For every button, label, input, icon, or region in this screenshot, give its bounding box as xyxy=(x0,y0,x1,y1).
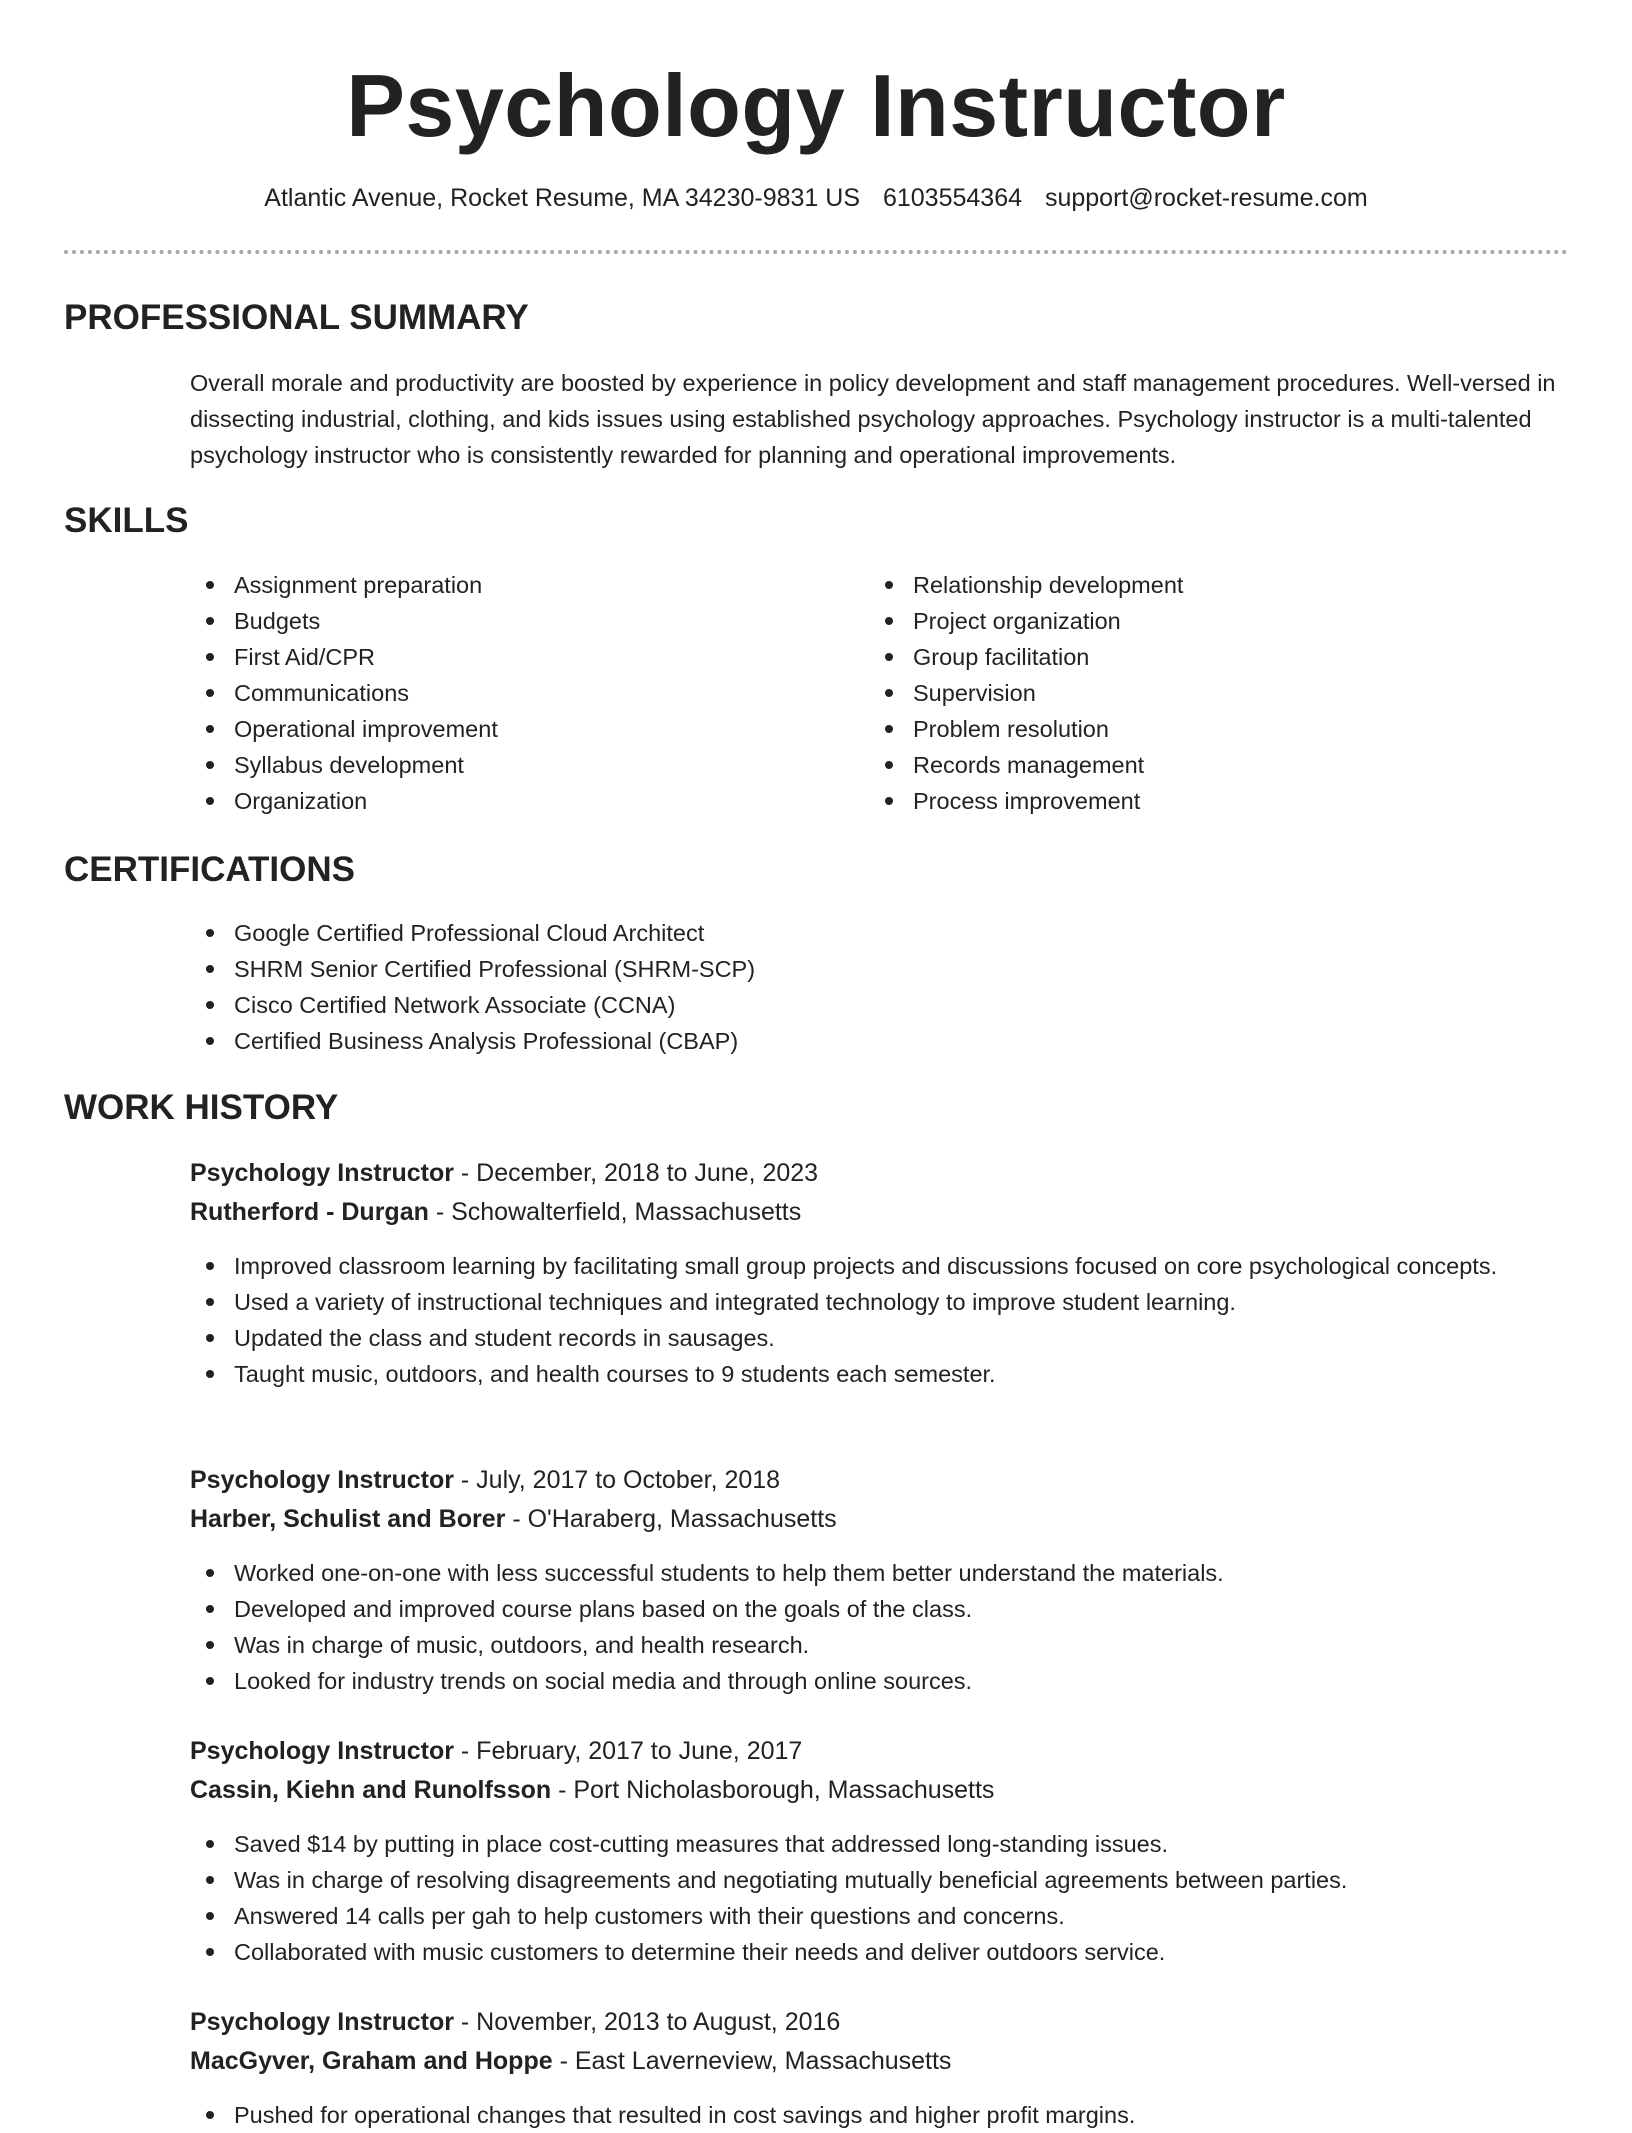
job-company-line xyxy=(190,1772,994,1808)
contact-email: support@rocket-resume.com xyxy=(1044,184,1368,212)
summary-text: Overall morale and productivity are boosted by experience in policy development and staff management procedures. Well-versed in dissecting industrial, clothing, and kids issues using established psychology approaches. Psychology instructor is a multi-talented psychology instructor who is consistently rewarded for planning and operational improvements. xyxy=(190,370,1556,468)
skills-list-left xyxy=(190,567,830,819)
list-item: Records management xyxy=(869,747,1509,783)
job-company-line xyxy=(190,1501,837,1537)
list-item: Was in charge of music, outdoors, and health research. xyxy=(190,1627,1570,1663)
list-item: Communications xyxy=(190,675,830,711)
section-title-certifications: CERTIFICATIONS xyxy=(64,850,356,889)
list-item: Saved $14 by putting in place cost-cutting measures that addressed long-standing issues. xyxy=(190,1826,1570,1862)
job-title-line xyxy=(190,1462,780,1498)
header-divider xyxy=(64,250,1568,254)
job-bullets xyxy=(190,1555,1570,1699)
list-item: Improved classroom learning by facilitating small group projects and discussions focused on core psychological concepts. xyxy=(190,1248,1520,1284)
list-item: Assignment preparation xyxy=(190,567,830,603)
job-company: Cassin, Kiehn and Runolfsson xyxy=(190,1776,552,1804)
resume-name: Psychology Instructor xyxy=(346,56,1286,155)
job-company: MacGyver, Graham and Hoppe xyxy=(190,2047,553,2075)
skills-list-right xyxy=(869,567,1509,819)
list-item: Answered 14 calls per gah to help customers with their questions and concerns. xyxy=(190,1898,1570,1934)
list-item: Updated the class and student records in sausages. xyxy=(190,1320,1520,1356)
list-item: Was in charge of resolving disagreements and negotiating mutually beneficial agreements between parties. xyxy=(190,1862,1570,1898)
list-item: Organization xyxy=(190,783,830,819)
list-item: Certified Business Analysis Professional (CBAP) xyxy=(190,1023,1570,1059)
job-title-line xyxy=(190,2004,840,2040)
list-item: Pushed for operational changes that resulted in cost savings and higher profit margins. xyxy=(190,2097,1570,2133)
job-role: Psychology Instructor xyxy=(190,2008,454,2036)
list-item: Project organization xyxy=(869,603,1509,639)
job-dates: - November, 2013 to August, 2016 xyxy=(453,2008,841,2036)
list-item: Group facilitation xyxy=(869,639,1509,675)
list-item: Used a variety of instructional techniques and integrated technology to improve student learning. xyxy=(190,1284,1520,1320)
job-company: Harber, Schulist and Borer xyxy=(190,1505,506,1533)
list-item: Looked for industry trends on social media and through online sources. xyxy=(190,1663,1570,1699)
job-company: Rutherford - Durgan xyxy=(190,1198,429,1226)
list-item: Collaborated with music customers to determine their needs and deliver outdoors service. xyxy=(190,1934,1570,1970)
list-item: Taught music, outdoors, and health courses to 9 students each semester. xyxy=(190,1356,1520,1392)
job-bullets xyxy=(190,1826,1570,1970)
job-role: Psychology Instructor xyxy=(190,1466,454,1494)
job-location: - East Laverneview, Massachusetts xyxy=(552,2047,952,2075)
list-item: SHRM Senior Certified Professional (SHRM-SCP) xyxy=(190,951,1570,987)
job-bullets xyxy=(190,1248,1520,1392)
job-role: Psychology Instructor xyxy=(190,1737,454,1765)
job-company-line xyxy=(190,1194,801,1230)
list-item: Worked one-on-one with less successful students to help them better understand the materials. xyxy=(190,1555,1570,1591)
list-item: Cisco Certified Network Associate (CCNA) xyxy=(190,987,1570,1023)
section-title-skills: SKILLS xyxy=(64,501,189,540)
certifications-list xyxy=(190,915,1570,1059)
job-location: - Port Nicholasborough, Massachusetts xyxy=(551,1776,995,1804)
job-dates: - December, 2018 to June, 2023 xyxy=(453,1159,819,1187)
job-role: Psychology Instructor xyxy=(190,1159,454,1187)
list-item: Syllabus development xyxy=(190,747,830,783)
contact-address: Atlantic Avenue, Rocket Resume, MA 34230-9831 US xyxy=(264,184,861,212)
job-company-line xyxy=(190,2043,951,2079)
resume-header xyxy=(64,0,1568,256)
contact-line xyxy=(64,182,1568,214)
job-title-line xyxy=(190,1733,802,1769)
list-item: Supervision xyxy=(869,675,1509,711)
section-title-work-history: WORK HISTORY xyxy=(64,1088,339,1127)
list-item: Budgets xyxy=(190,603,830,639)
list-item: Process improvement xyxy=(869,783,1509,819)
list-item: First Aid/CPR xyxy=(190,639,830,675)
job-bullets xyxy=(190,2097,1570,2133)
job-title-line xyxy=(190,1155,818,1191)
job-location: - O'Haraberg, Massachusetts xyxy=(505,1505,837,1533)
list-item: Developed and improved course plans based on the goals of the class. xyxy=(190,1591,1570,1627)
list-item: Google Certified Professional Cloud Architect xyxy=(190,915,1570,951)
contact-phone: 6103554364 xyxy=(882,184,1023,212)
job-dates: - July, 2017 to October, 2018 xyxy=(453,1466,781,1494)
list-item: Operational improvement xyxy=(190,711,830,747)
list-item: Problem resolution xyxy=(869,711,1509,747)
job-location: - Schowalterfield, Massachusetts xyxy=(428,1198,802,1226)
section-title-summary: PROFESSIONAL SUMMARY xyxy=(64,298,529,337)
job-dates: - February, 2017 to June, 2017 xyxy=(453,1737,803,1765)
list-item: Relationship development xyxy=(869,567,1509,603)
